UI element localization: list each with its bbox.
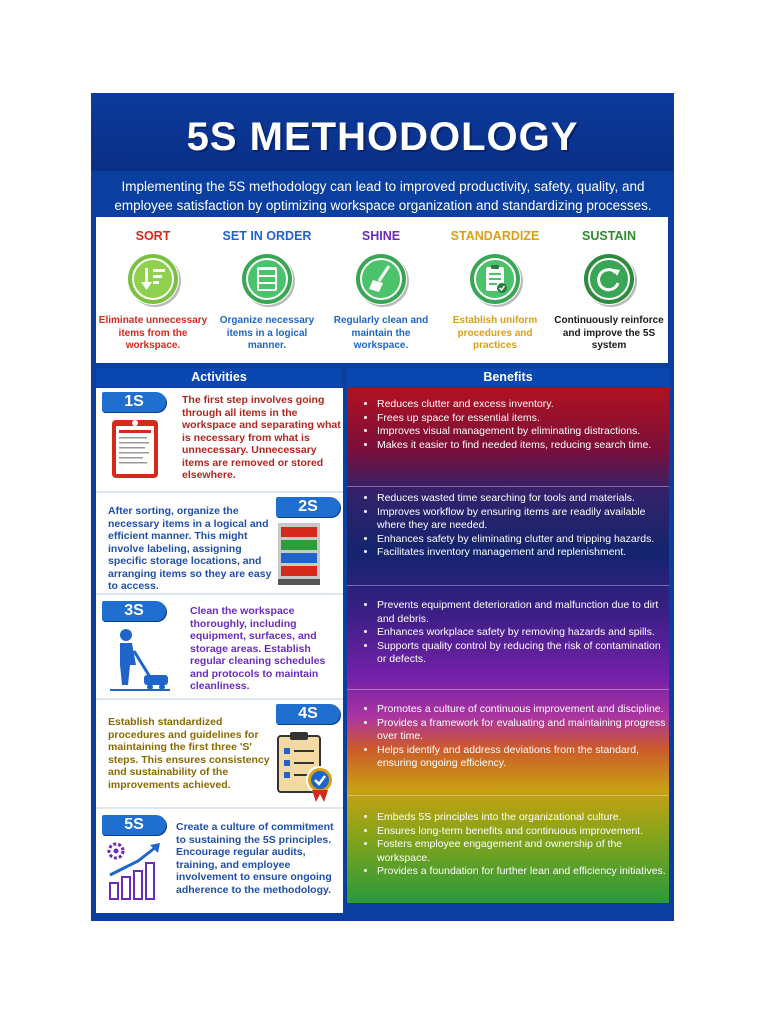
activities-column <box>96 388 343 913</box>
checklist-tag-icon <box>110 416 160 485</box>
benefit-item: • Improves visual management by eliminating distractions. <box>377 425 669 439</box>
benefit-item: • Supports quality control by reducing the risk of contamination or defects. <box>377 640 669 667</box>
benefits-1s <box>347 398 669 487</box>
storage-rack-icon <box>276 521 322 592</box>
badge-5s: 5S <box>102 815 166 835</box>
activity-3s <box>96 595 343 700</box>
floor-cleaner-icon <box>106 627 172 698</box>
activity-1s <box>96 388 343 493</box>
benefit-item: • Enhances safety by eliminating clutter and tripping hazards. <box>377 533 669 547</box>
stage-sort <box>96 217 210 363</box>
benefit-item: • Improves workflow by ensuring items are readily available where they are needed. <box>377 506 669 533</box>
benefits-2s <box>347 492 669 586</box>
activity-text: Clean the workspace thoroughly, including equipment, surfaces, and storage areas. Establish regular cleaning schedules and protocols to maintain cleanliness. <box>190 605 326 692</box>
certified-clipboard-icon <box>274 730 338 807</box>
growth-chart-icon <box>104 839 166 908</box>
activity-text: The first step involves going through all items in the workspace and separating what is necessary from what is unnecessary. Unnecessary items are removed or stored elsewhere. <box>182 394 341 481</box>
benefit-item: • Helps identify and address deviations from the standard, ensuring ongoing efficiency. <box>377 744 669 771</box>
benefit-item: • Makes it easier to find needed items, reducing search time. <box>377 439 669 453</box>
stage-desc: Continuously reinforce and improve the 5S system <box>554 315 664 351</box>
stage-desc: Organize necessary items in a logical manner. <box>219 315 315 351</box>
benefit-item: • Reduces clutter and excess inventory. <box>377 398 669 412</box>
benefit-item: • Promotes a culture of continuous improvement and discipline. <box>377 703 669 717</box>
stage-name: SORT <box>135 229 171 243</box>
activity-text: Create a culture of commitment to sustaining the 5S principles. Encourage regular audits, training, and employee involvement to ensure ongoing adherence to the methodology. <box>176 821 334 896</box>
activity-4s <box>96 700 343 809</box>
title-bar <box>91 93 674 171</box>
stage-sustain <box>552 217 666 363</box>
benefits-3s <box>347 599 669 690</box>
benefit-item: • Provides a foundation for further lean and efficiency initiatives. <box>377 865 669 879</box>
badge-1s: 1S <box>102 392 166 412</box>
stage-name: SUSTAIN <box>582 229 636 243</box>
stage-name: STANDARDIZE <box>450 229 540 243</box>
cycle-icon <box>583 253 635 305</box>
benefit-item: • Fosters employee engagement and ownership of the workspace. <box>377 838 669 865</box>
badge-2s: 2S <box>276 497 340 517</box>
cabinet-icon <box>241 253 293 305</box>
benefit-item: • Facilitates inventory management and replenishment. <box>377 546 669 560</box>
activity-5s <box>96 809 343 913</box>
sort-icon <box>127 253 179 305</box>
intro-text: Implementing the 5S methodology can lead to improved productivity, safety, quality, and employee satisfaction by optimizing workspace organization and standardizing processes. <box>114 179 652 213</box>
badge-3s: 3S <box>102 601 166 621</box>
activity-2s <box>96 493 343 595</box>
benefit-item: • Embeds 5S principles into the organizational culture. <box>377 811 669 825</box>
benefits-header: Benefits <box>347 368 669 387</box>
page-title: 5S METHODOLOGY <box>186 115 579 159</box>
stage-set-in-order <box>210 217 324 363</box>
activity-text: After sorting, organize the necessary items in a logical and efficient manner. This might involve labeling, assigning specific storage locations, and arranging items so they are easy to access. <box>108 505 272 592</box>
stage-shine <box>324 217 438 363</box>
activities-header: Activities <box>96 368 342 387</box>
stage-desc: Regularly clean and maintain the workspace. <box>333 315 429 351</box>
benefit-item: • Enhances workplace safety by removing hazards and spills. <box>377 626 669 640</box>
benefits-4s <box>347 703 669 796</box>
stage-name: SHINE <box>361 229 401 243</box>
benefit-item: • Reduces wasted time searching for tools and materials. <box>377 492 669 506</box>
stage-name: SET IN ORDER <box>222 229 312 243</box>
poster <box>91 93 674 921</box>
benefits-5s <box>347 811 669 901</box>
stage-standardize <box>438 217 552 363</box>
activity-text: Establish standardized procedures and guidelines for maintaining the first three 'S' steps. This ensures consistency and sustainability of the improvements achieved. <box>108 716 270 791</box>
benefit-item: • Provides a framework for evaluating and maintaining progress over time. <box>377 717 669 744</box>
benefit-item: • Ensures long-term benefits and continuous improvement. <box>377 825 669 839</box>
stage-desc: Eliminate unnecessary items from the workspace. <box>98 315 208 351</box>
benefit-item: • Frees up space for essential items. <box>377 412 669 426</box>
clipboard-icon <box>469 253 521 305</box>
benefit-item: • Prevents equipment deterioration and malfunction due to dirt and debris. <box>377 599 669 626</box>
benefits-column <box>347 388 669 903</box>
broom-icon <box>355 253 407 305</box>
stages-panel <box>96 217 668 363</box>
badge-4s: 4S <box>276 704 340 724</box>
stage-desc: Establish uniform procedures and practices <box>452 315 538 351</box>
